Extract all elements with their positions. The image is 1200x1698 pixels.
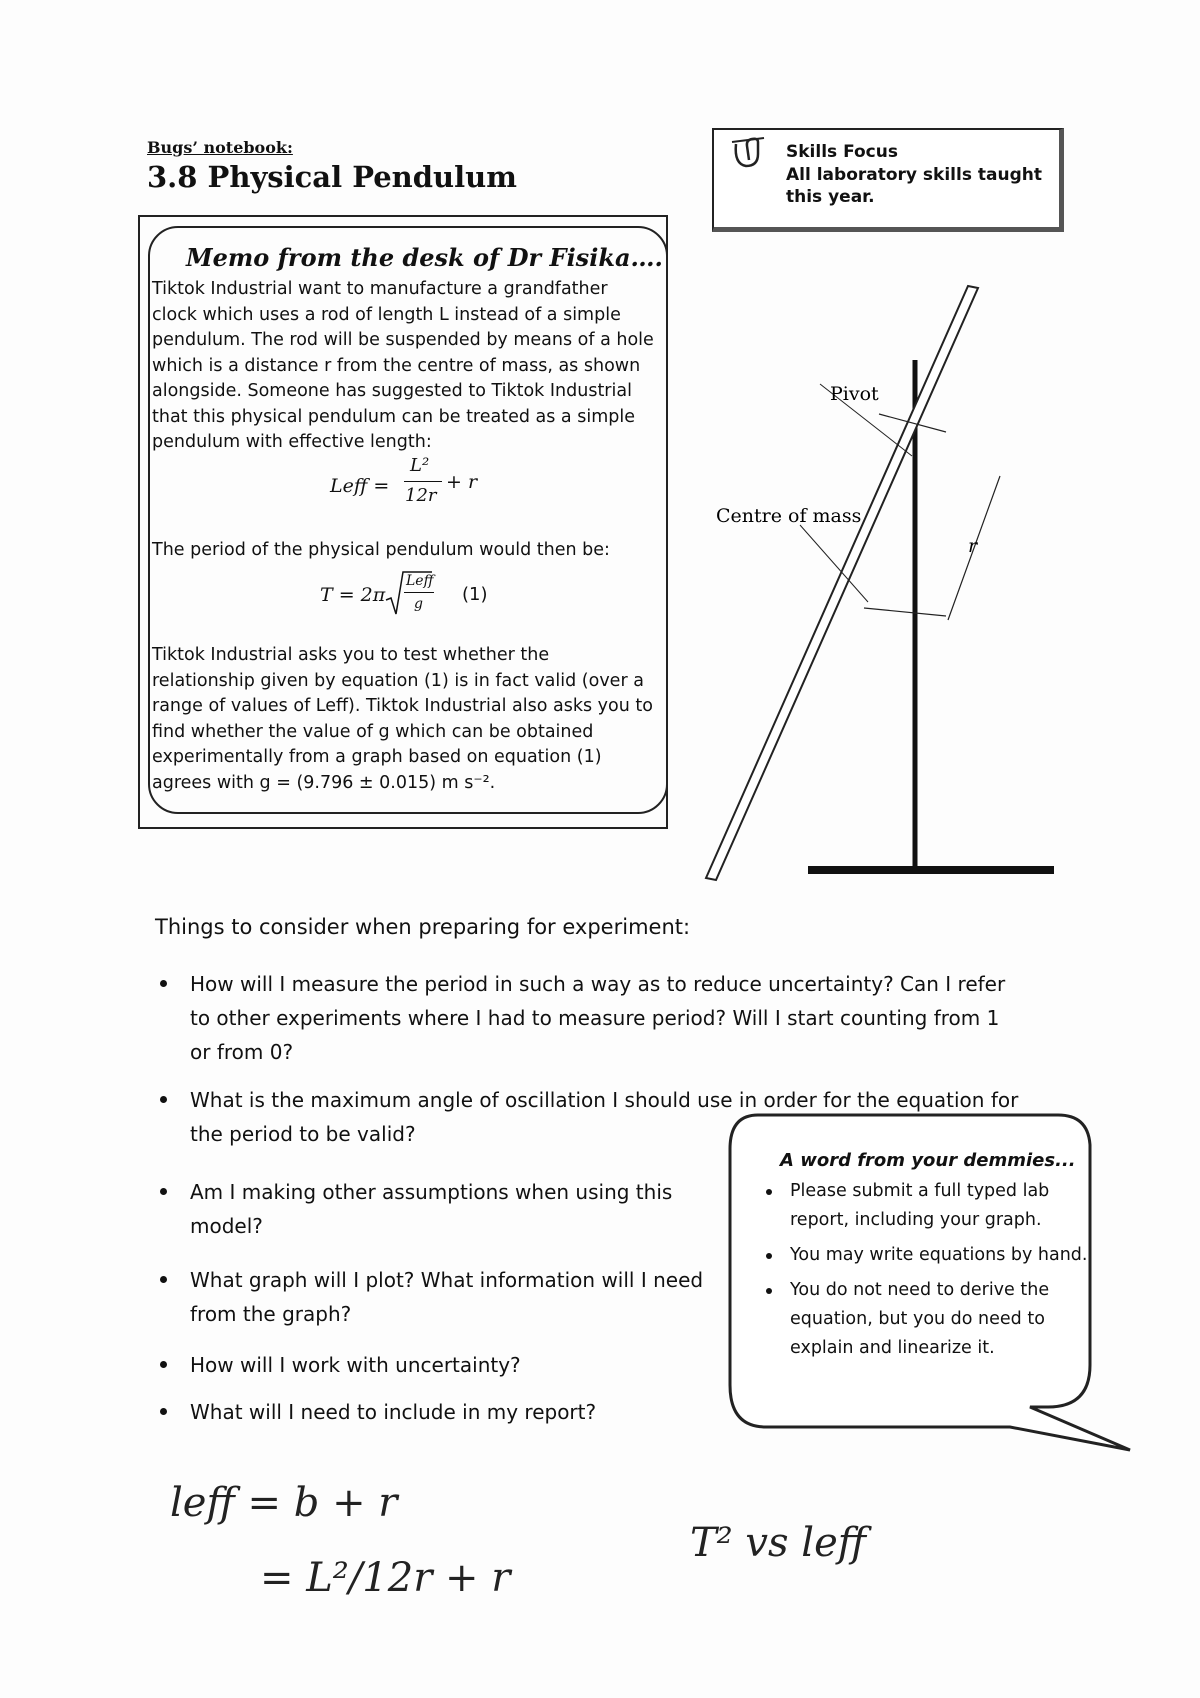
- eq2-denominator: g: [414, 596, 423, 612]
- pendulum-rod: [706, 286, 978, 880]
- eq1-fraction-bar: [404, 481, 442, 482]
- handwritten-graph-note: T² vs leff: [690, 1520, 867, 1566]
- eq2-label: (1): [462, 584, 488, 605]
- centre-of-mass-label: Centre of mass: [716, 505, 862, 527]
- notebook-label: Bugs’ notebook:: [147, 138, 293, 157]
- memo-paragraph-2: The period of the physical pendulum would then be:: [152, 540, 610, 560]
- things-title: Things to consider when preparing for experiment:: [155, 915, 691, 939]
- list-item: You may write equations by hand.: [756, 1241, 1096, 1270]
- stand-base: [808, 866, 1054, 874]
- eq1-lhs: Leff =: [330, 475, 390, 497]
- com-marker-line: [864, 608, 946, 616]
- eq2-numerator: Leff: [406, 573, 434, 589]
- demmies-title: A word from your demmies...: [780, 1150, 1076, 1171]
- paperclip-icon: [730, 136, 770, 172]
- equation-period: [320, 568, 520, 628]
- memo-paragraph-1: Tiktok Industrial want to manufacture a grandfather clock which uses a rod of length L instead of a simple pendulum. The rod will be suspended by means of a hole which is a distance r from the centre of mass, as shown alongside. Someone has suggested to Tiktok Industrial that this physical pendulum can be treated as a simple pendulum with effective length:: [152, 279, 654, 452]
- memo-paragraph-3: Tiktok Industrial asks you to test whether the relationship given by equation (1) is in fact valid (over a range of values of Leff). Tiktok Industrial also asks you to find whether the value of g which can be obtained experimentally from a graph based on equation (1) agrees with g = (9.796 ± 0.015) m s⁻².: [152, 645, 653, 793]
- eq2-lhs: T = 2π: [320, 584, 386, 606]
- equation-effective-length: [330, 455, 490, 515]
- eq1-rhs: + r: [446, 471, 478, 493]
- skills-focus-title: Skills Focus: [786, 142, 898, 162]
- eq1-denominator: 12r: [405, 485, 437, 506]
- handwritten-equation-line-1: leff = b + r: [170, 1480, 398, 1526]
- demmies-note: [756, 1150, 1096, 1369]
- pivot-label: Pivot: [830, 383, 879, 405]
- handwritten-equation-line-2: = L²/12r + r: [260, 1555, 511, 1601]
- page-title: 3.8 Physical Pendulum: [147, 160, 517, 194]
- r-label: r: [968, 535, 978, 557]
- list-item: Please submit a full typed lab report, including your graph.: [756, 1177, 1096, 1235]
- eq2-fraction-bar: [404, 592, 434, 593]
- skills-focus-box: [712, 128, 1064, 232]
- skills-focus-text: All laboratory skills taught this year.: [786, 165, 1042, 207]
- pendulum-diagram: [700, 280, 1080, 890]
- list-item: You do not need to derive the equation, but you do need to explain and linearize it.: [756, 1276, 1096, 1363]
- memo-heading: Memo from the desk of Dr Fisika….: [186, 243, 663, 272]
- eq1-numerator: L²: [410, 455, 430, 476]
